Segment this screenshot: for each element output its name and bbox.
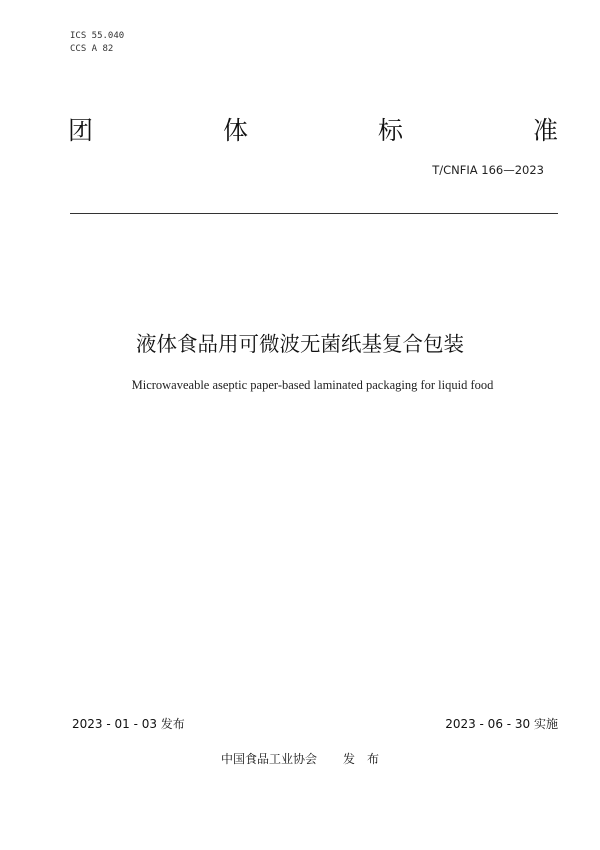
- effective-date: 2023 - 06 - 30 实施: [445, 717, 558, 731]
- standard-type-char: 准: [532, 116, 558, 145]
- issuer-action-char: 布: [367, 752, 380, 766]
- standard-type-char: 体: [222, 116, 248, 145]
- classification-codes: [70, 30, 124, 56]
- standard-type-heading: [68, 116, 558, 146]
- standard-number: T/CNFIA 166—2023: [432, 163, 544, 177]
- header-divider: [70, 213, 558, 214]
- issuer-action-char: 发: [342, 752, 355, 766]
- ccs-code: CCS A 82: [70, 44, 114, 54]
- issuer-action: [343, 752, 379, 766]
- standard-type-char: 团: [68, 116, 94, 145]
- standard-type-char: 标: [377, 116, 403, 145]
- issue-date: 2023 - 01 - 03 发布: [72, 717, 185, 731]
- title-english: Microwaveable aseptic paper-based laminated packaging for liquid food: [131, 378, 494, 392]
- issuer-line: [0, 750, 600, 767]
- issuer-name: 中国食品工业协会: [220, 752, 317, 766]
- ics-code: ICS 55.040: [70, 31, 125, 41]
- title-chinese: 液体食品用可微波无菌纸基复合包装: [136, 332, 464, 356]
